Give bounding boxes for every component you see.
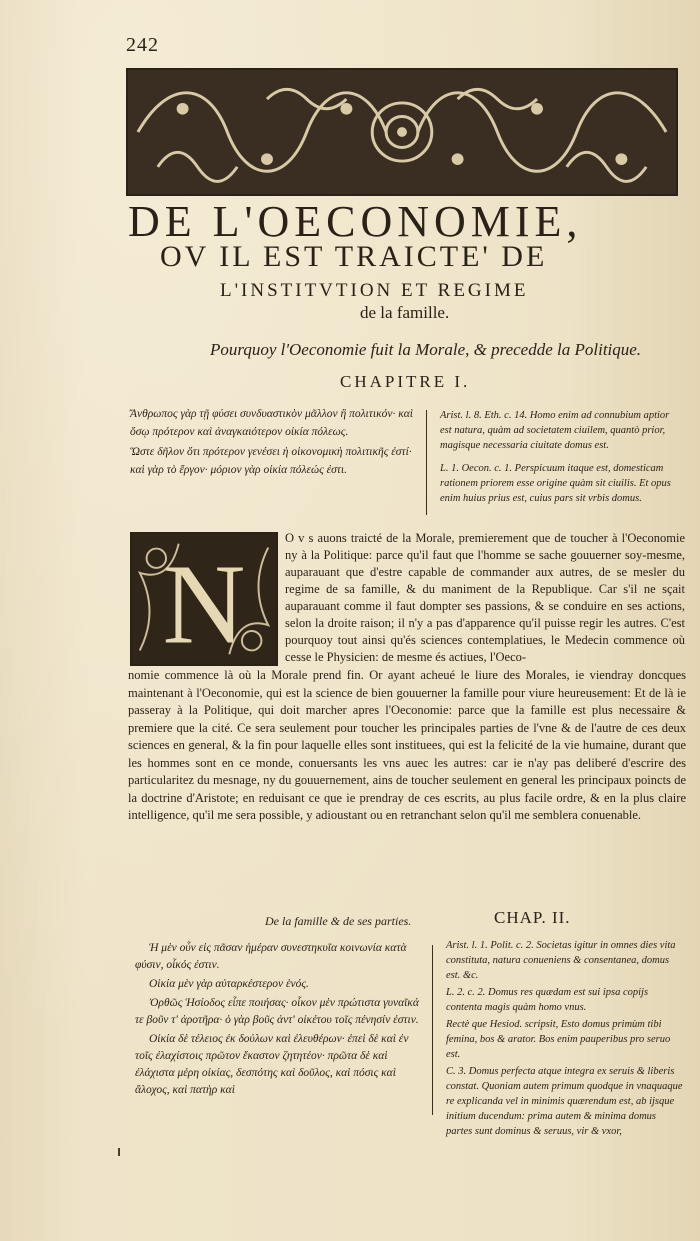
page-number: 242 xyxy=(126,34,159,56)
chapter2-margin-notes xyxy=(446,938,684,1141)
margin-note: C. 3. Domus perfecta atque integra ex seruis & liberis constat. Quoniam autem primum quodque in vnaquaque re explicanda vel in minimis quærendum est, ab ijsque initium ducendum: prima autem & minima domus partes sunt dominus & seruus, vir & vxor, xyxy=(446,1066,683,1137)
chapter1-greek-quotation xyxy=(130,405,420,481)
title-subtitle: OV IL EST TRAICTE' DE xyxy=(160,240,548,273)
margin-note: Arist. l. 8. Eth. c. 14. Homo enim ad connubium aptior est natura, quàm ad societatem ciuilem, quantò prior, magisque necessaria ciuitate domus est. xyxy=(440,410,670,451)
chapter2-title: De la famille & de ses parties. xyxy=(265,914,412,928)
decorated-initial xyxy=(130,532,278,666)
title-subtitle-institution: L'INSTITVTION ET REGIME xyxy=(220,280,529,301)
chapter2-heading: CHAP. II. xyxy=(494,908,571,927)
chapter1-question: Pourquoy l'Oeconomie fuit la Morale, & precedde la Politique. xyxy=(210,340,642,359)
chapter1-heading: CHAPITRE I. xyxy=(340,372,471,391)
title-subtitle-famille: de la famille. xyxy=(360,303,450,322)
column-divider xyxy=(426,410,427,515)
ink-mark xyxy=(118,1148,120,1156)
initial-letter: N xyxy=(162,540,246,664)
margin-note: L. 2. c. 2. Domus res quædam est sui ipsa copijs contenta magis quàm homo vnus. xyxy=(446,987,649,1013)
greek-quote: Οἰκία δὲ τέλειος ἐκ δούλων καὶ ἐλευθέρων· ἐπεὶ δὲ καὶ ἐν τοῖς ἐλαχίστοις πρῶτον ἕκαστον ζητητέον· πρῶτα δὲ καὶ ἐλάχιστα μέρη οἰκίας, δεσπότης καὶ δοῦλος, καὶ πόσις καὶ ἄλοχος, καὶ πατὴρ καὶ xyxy=(135,1033,409,1096)
decorated-initial-icon xyxy=(132,534,276,664)
chapter1-margin-notes xyxy=(440,408,680,514)
margin-note: Rectè que Hesiod. scripsit, Esto domus primùm tibi femina, bos & arator. Bos enim pauperibus pro seruo est. xyxy=(446,1019,671,1060)
margin-note: L. 1. Oecon. c. 1. Perspicuum itaque est, domesticam rationem priorem esse origine quàm sit ciuilis. Et opus enim huius prius est, cuius pars sit vrbis domus. xyxy=(440,463,671,504)
column-divider xyxy=(432,945,433,1115)
title-main: DE L'OECONOMIE, xyxy=(128,197,583,246)
chapter1-body: nomie commence là où la Morale prend fin. Or ayant acheué le liure des Morales, ie viendray doncques maintenant à l'Oeconomie, qui est la science de bien gouuerner la famille pour viure heureusement: Et de là ie passeray à la Politique, qui doit marcher apres l'Oeconomie: parce que la famille est plus necessaire & premiere que la cité. Ce sera seulement pour toucher les principales parties de l'vne & de l'autre de ces deux sciences en general, & la fin pour laquelle elles sont instituees, qui est la felicité de la vie humaine, durant que les hommes sont en ce monde, conuersants les vns auec les autres: car ie n'ay pas deliberé d'escrire des particularitez du mesnage, ny du gouuernement, ains de toucher seulement en general les principaux poincts de la doctrine d'Aristote; en reduisant ce que ie prendray de ces escrits, au plus facile ordre, & en la plus claire intelligence, qu'il me sera possible, y adioustant ou en retranchant selon qu'il me semblera conuenable. xyxy=(128,668,686,822)
greek-quote: Οἰκία μὲν γὰρ αὐταρκέστερον ἑνός. xyxy=(149,978,309,990)
greek-quote: Ὥστε δῆλον ὅτι πρότερον γενέσει ἡ οἰκονομικὴ πολιτικῆς ἐστί· καὶ γὰρ τὸ ἔργον· μόριον γὰρ οἰκία πόλεώς ἐστι. xyxy=(130,446,412,476)
greek-quote: Ἄνθρωπος γὰρ τῇ φύσει συνδυαστικὸν μᾶλλον ἢ πολιτικόν· καὶ ὅσῳ πρότερον καὶ ἀναγκαιότερον οἰκία πόλεως. xyxy=(130,408,413,438)
chapter1-body-wrapped: O v s auons traicté de la Morale, premierement que de toucher à l'Oeconomie ny à la Politique: parce qu'il faut que l'homme se sache gouuerner soy-mesme, auparauant que d'estre capable de commander aux autres, de se mesler du regime de sa famille, & du maniment de la Republique. Car s'il ne sçait auparauant comme il faut dompter ses passions, & se conduire en ses actions, selon la droite raison; il n'y a pas d'apparence qu'il puisse regir les autres. C'est pourquoy tout ainsi qu'és sciences contemplatiues, le Medecin commence où cesse le Physicien: de mesme és actiues, l'Oeco- xyxy=(285,531,685,664)
greek-quote: Ἡ μὲν οὖν εἰς πᾶσαν ἡμέραν συνεστηκυῖα κοινωνία κατὰ φύσιν, οἶκός ἐστιν. xyxy=(135,942,407,971)
foliate-ornament-icon xyxy=(128,70,676,194)
headpiece-ornament xyxy=(126,68,678,196)
greek-quote: Ὀρθῶς Ἡσίοδος εἶπε ποιήσας· οἶκον μὲν πρώτιστα γυναῖκά τε βοῦν τ' ἀροτῆρα· ὁ γὰρ βοῦς ἀντ' οἰκέτου τοῖς πένησίν ἐστιν. xyxy=(135,997,419,1026)
margin-note: Arist. l. 1. Polit. c. 2. Societas igitur in omnes dies vita constituta, natura conueniens & consentanea, domus est. &c. xyxy=(446,940,676,981)
chapter2-greek-quotation xyxy=(135,940,425,1101)
